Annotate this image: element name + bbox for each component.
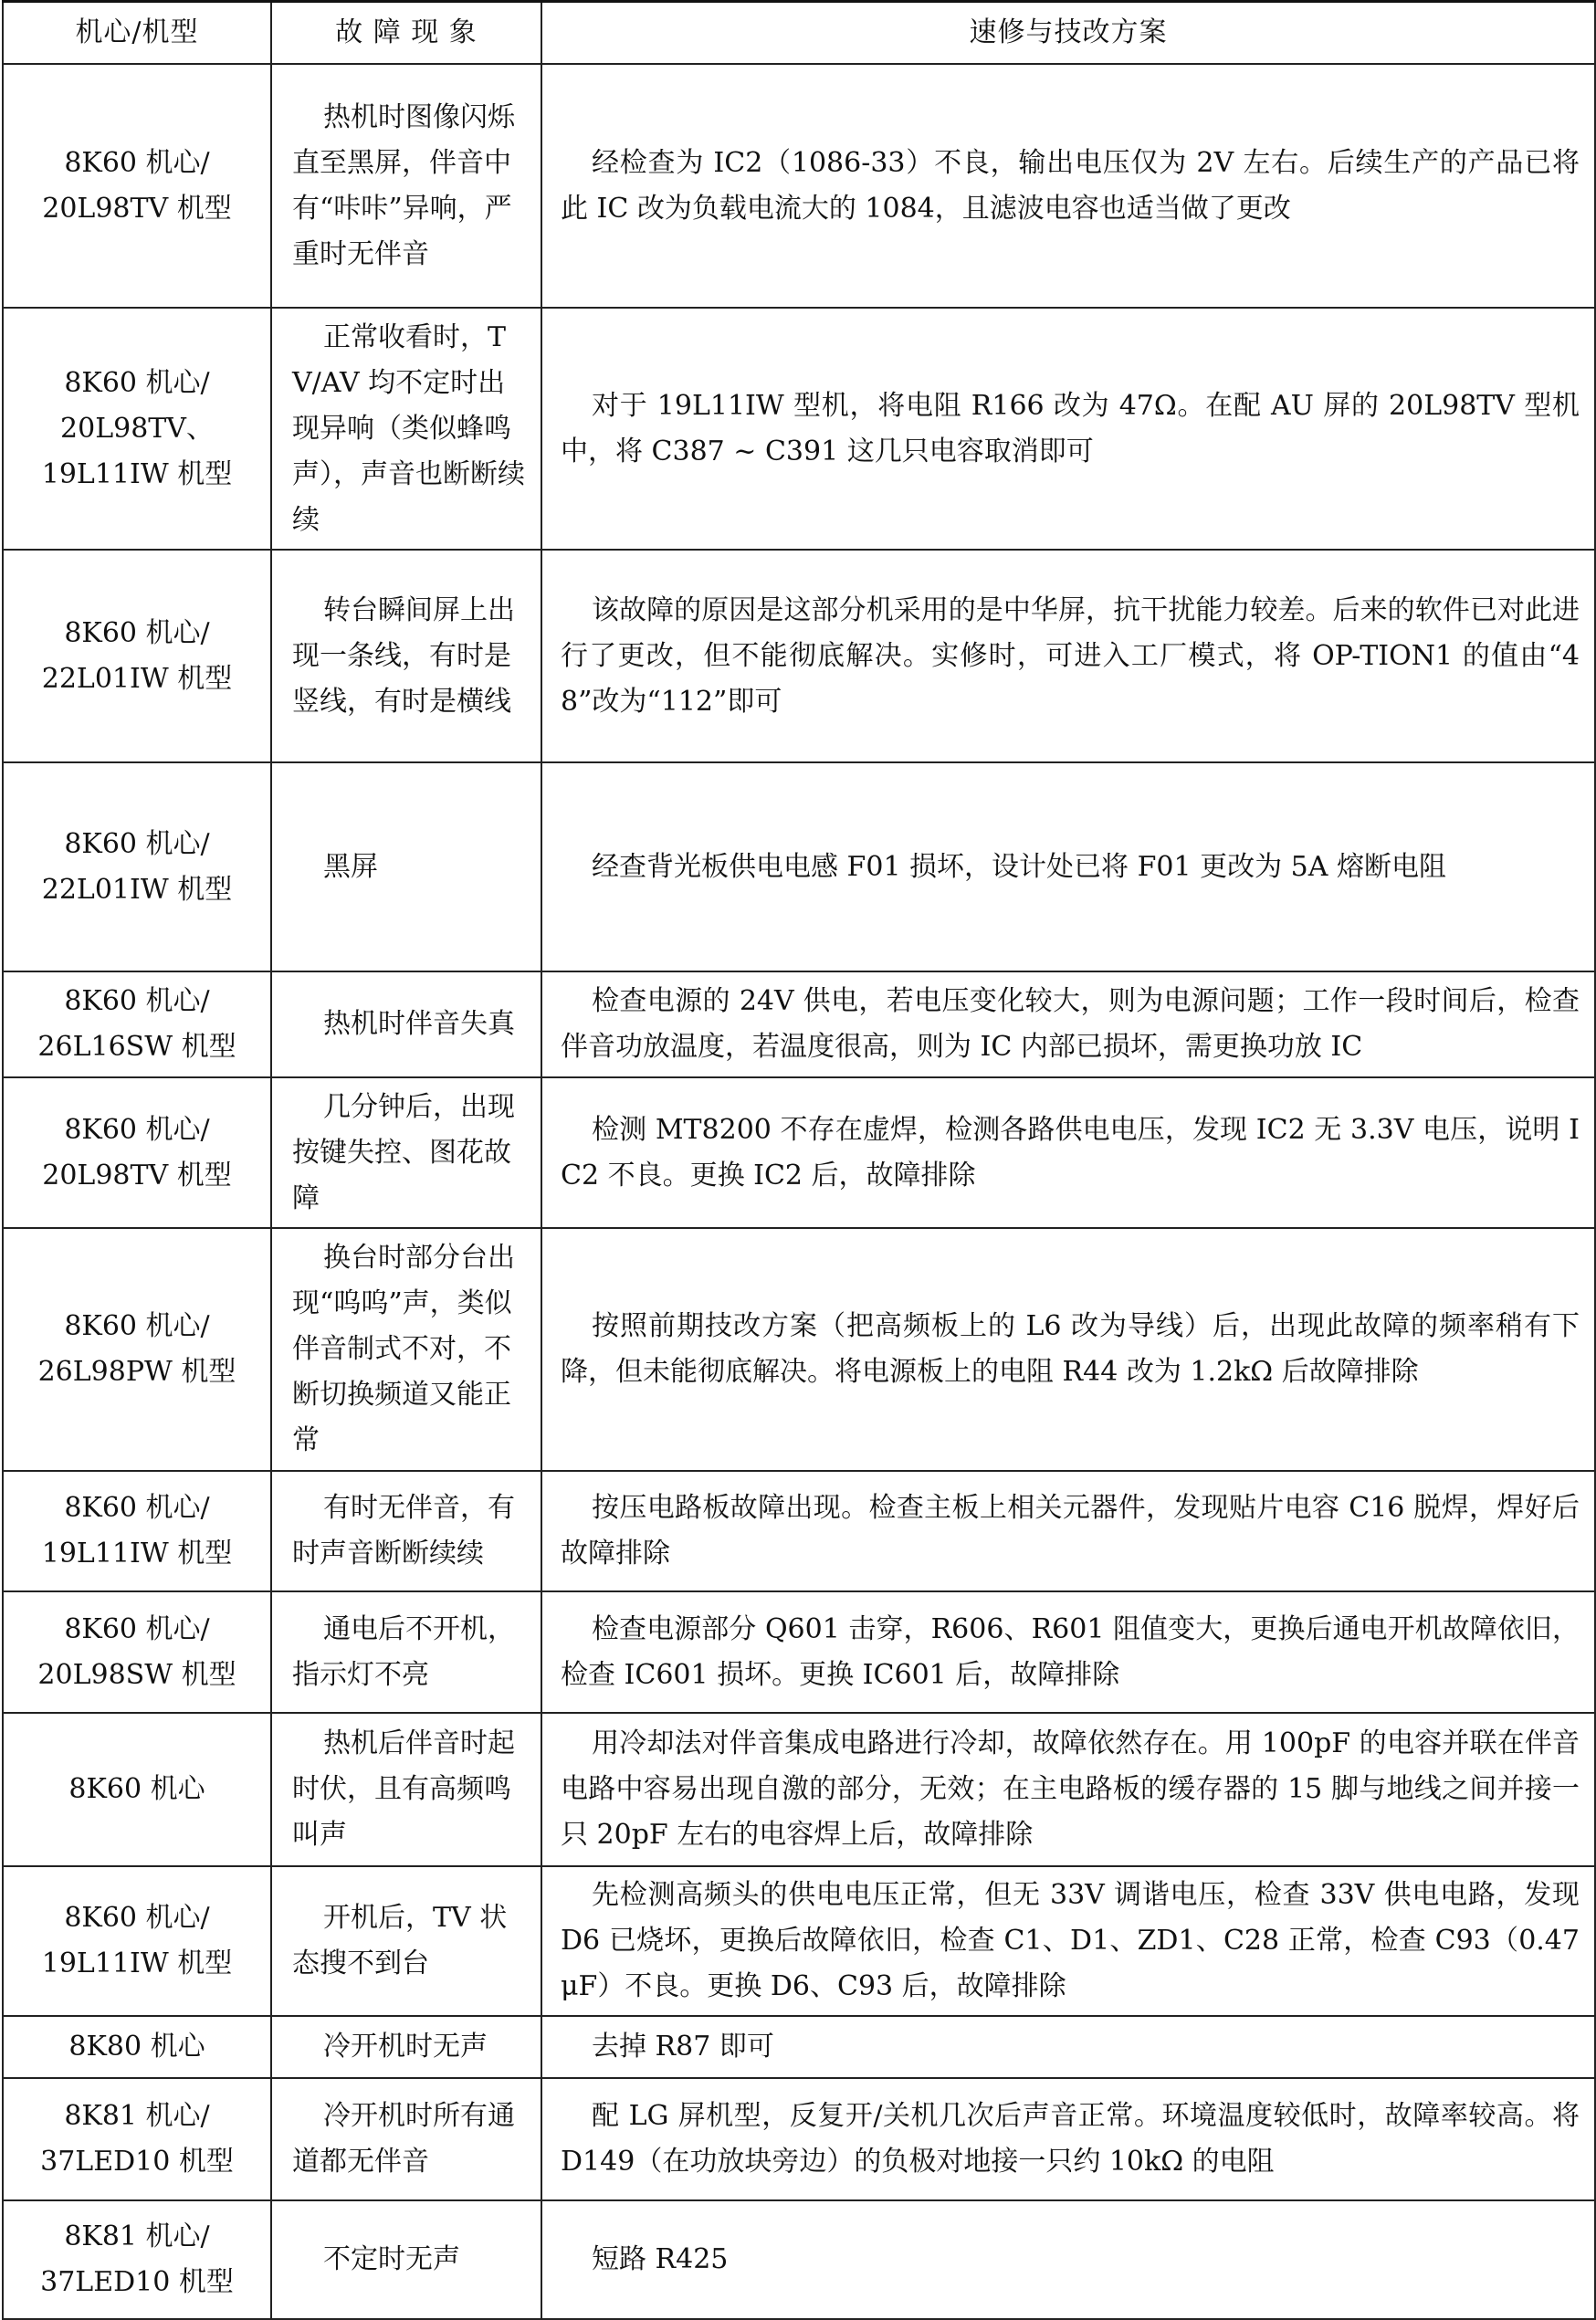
table-row — [3, 550, 1595, 762]
cell-model: 8K60 机心/ 19L11IW 机型 — [3, 1866, 271, 2016]
cell-model: 8K60 机心/ 19L11IW 机型 — [3, 1471, 271, 1591]
cell-model: 8K60 机心 — [3, 1713, 271, 1866]
cell-fix: 去掉 R87 即可 — [541, 2016, 1595, 2078]
table-row — [3, 1866, 1595, 2016]
cell-model: 8K60 机心/ 20L98SW 机型 — [3, 1591, 271, 1713]
cell-fix: 检查电源的 24V 供电，若电压变化较大，则为电源问题；工作一段时间后，检查伴音功放温度，若温度很高，则为 IC 内部已损坏，需更换功放 IC — [541, 971, 1595, 1077]
cell-model: 8K60 机心/ 22L01IW 机型 — [3, 762, 271, 971]
table-header-row — [3, 2, 1595, 65]
cell-symptom: 开机后，TV 状态搜不到台 — [271, 1866, 541, 2016]
cell-fix: 按照前期技改方案（把高频板上的 L6 改为导线）后，出现此故障的频率稍有下降，但未能彻底解决。将电源板上的电阻 R44 改为 1.2kΩ 后故障排除 — [541, 1228, 1595, 1471]
cell-model: 8K60 机心/ 20L98TV 机型 — [3, 1077, 271, 1228]
table-row — [3, 308, 1595, 550]
cell-symptom: 转台瞬间屏上出现一条线，有时是竖线，有时是横线 — [271, 550, 541, 762]
cell-fix: 对于 19L11IW 型机，将电阻 R166 改为 47Ω。在配 AU 屏的 20L98TV 型机中，将 C387 ~ C391 这几只电容取消即可 — [541, 308, 1595, 550]
cell-symptom: 通电后不开机，指示灯不亮 — [271, 1591, 541, 1713]
cell-symptom: 不定时无声 — [271, 2200, 541, 2319]
header-symptom: 故 障 现 象 — [271, 2, 541, 65]
repair-table — [2, 0, 1596, 2320]
cell-symptom: 热机后伴音时起时伏，且有高频鸣叫声 — [271, 1713, 541, 1866]
cell-model: 8K60 机心/ 20L98TV、 19L11IW 机型 — [3, 308, 271, 550]
cell-symptom: 黑屏 — [271, 762, 541, 971]
table-row — [3, 64, 1595, 308]
table-row — [3, 971, 1595, 1077]
cell-model: 8K60 机心/ 22L01IW 机型 — [3, 550, 271, 762]
table-row — [3, 1471, 1595, 1591]
cell-fix: 短路 R425 — [541, 2200, 1595, 2319]
cell-symptom: 正常收看时，TV/AV 均不定时出现异响（类似蜂鸣声），声音也断断续续 — [271, 308, 541, 550]
table-row — [3, 1228, 1595, 1471]
cell-fix: 先检测高频头的供电电压正常，但无 33V 调谐电压，检查 33V 供电电路，发现 D6 已烧坏，更换后故障依旧，检查 C1、D1、ZD1、C28 正常，检查 C93（0.47μF）不良。更换 D6、C93 后，故障排除 — [541, 1866, 1595, 2016]
table-row — [3, 2078, 1595, 2200]
table-row — [3, 2016, 1595, 2078]
cell-fix: 按压电路板故障出现。检查主板上相关元器件，发现贴片电容 C16 脱焊，焊好后故障排除 — [541, 1471, 1595, 1591]
cell-symptom: 几分钟后，出现按键失控、图花故障 — [271, 1077, 541, 1228]
cell-symptom: 冷开机时无声 — [271, 2016, 541, 2078]
header-model: 机心/机型 — [3, 2, 271, 65]
cell-fix: 经查背光板供电电感 F01 损坏，设计处已将 F01 更改为 5A 熔断电阻 — [541, 762, 1595, 971]
cell-model: 8K60 机心/ 26L16SW 机型 — [3, 971, 271, 1077]
cell-fix: 配 LG 屏机型，反复开/关机几次后声音正常。环境温度较低时，故障率较高。将 D149（在功放块旁边）的负极对地接一只约 10kΩ 的电阻 — [541, 2078, 1595, 2200]
header-fix: 速修与技改方案 — [541, 2, 1595, 65]
cell-fix: 检查电源部分 Q601 击穿，R606、R601 阻值变大，更换后通电开机故障依旧，检查 IC601 损坏。更换 IC601 后，故障排除 — [541, 1591, 1595, 1713]
cell-symptom: 有时无伴音，有时声音断断续续 — [271, 1471, 541, 1591]
table-row — [3, 2200, 1595, 2319]
cell-model: 8K60 机心/ 26L98PW 机型 — [3, 1228, 271, 1471]
cell-model: 8K80 机心 — [3, 2016, 271, 2078]
cell-symptom: 换台时部分台出现“呜呜”声，类似伴音制式不对，不断切换频道又能正常 — [271, 1228, 541, 1471]
cell-fix: 用冷却法对伴音集成电路进行冷却，故障依然存在。用 100pF 的电容并联在伴音电路中容易出现自激的部分，无效；在主电路板的缓存器的 15 脚与地线之间并接一只 20pF 左右的电容焊上后，故障排除 — [541, 1713, 1595, 1866]
cell-fix: 检测 MT8200 不存在虚焊，检测各路供电电压，发现 IC2 无 3.3V 电压，说明 IC2 不良。更换 IC2 后，故障排除 — [541, 1077, 1595, 1228]
table-row — [3, 1713, 1595, 1866]
cell-model: 8K81 机心/ 37LED10 机型 — [3, 2078, 271, 2200]
cell-fix: 该故障的原因是这部分机采用的是中华屏，抗干扰能力较差。后来的软件已对此进行了更改，但不能彻底解决。实修时，可进入工厂模式，将 OP-TION1 的值由“48”改为“112”即可 — [541, 550, 1595, 762]
cell-model: 8K60 机心/ 20L98TV 机型 — [3, 64, 271, 308]
table-row — [3, 1591, 1595, 1713]
cell-model: 8K81 机心/ 37LED10 机型 — [3, 2200, 271, 2319]
cell-symptom: 冷开机时所有通道都无伴音 — [271, 2078, 541, 2200]
table-row — [3, 1077, 1595, 1228]
table-row — [3, 762, 1595, 971]
cell-symptom: 热机时伴音失真 — [271, 971, 541, 1077]
cell-fix: 经检查为 IC2（1086-33）不良，输出电压仅为 2V 左右。后续生产的产品已将此 IC 改为负载电流大的 1084，且滤波电容也适当做了更改 — [541, 64, 1595, 308]
cell-symptom: 热机时图像闪烁直至黑屏，伴音中有“咔咔”异响，严重时无伴音 — [271, 64, 541, 308]
